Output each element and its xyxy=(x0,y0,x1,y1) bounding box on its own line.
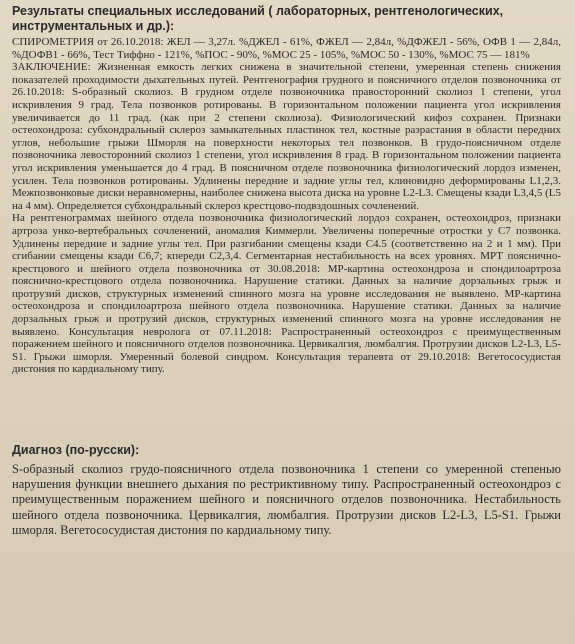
radiography-mri-paragraph: На рентгенограммах шейного отдела позвоночника физиологический лордоз сохранен, остеохондроз, признаки артроза унко-вертебральных сочленений, аномалия Киммерли. Увеличены поперечные отростки у С7 позвонка. Удлинены передние и задние углы тел. При разгибании смещены кзади С4.5 (соответственно на 2 и 1 мм). При сгибании смещены кзади С6,7; кпереди С2,3,4. Сегментарная нестабильность на всех уровнях. МРТ пояснично-крестцового и шейного отдела позвоночника от 30.08.2018: МР-картина остеохондроза и спондилоартроза пояснично-крестцового отдела позвоночника. Нарушение статики. Данных за наличие дорзальных грыж и протрузий дисков, структурных изменений спинного мозга на уровне исследования не выявлено. МР-картина остеохондроза и спондилоартроза шейного отдела позвоночника. Нарушение статики. Данных за наличие дорзальных грыж и протрузий дисков, структурных изменений спинного мозга на уровне исследования не выявлено. Консультация невролога от 07.11.2018: Распространенный остеохондроз с преимущественным поражением шейного и поясничного отделов позвоночника. Цервикалгия, люмбалгия. Протрузии дисков L2-L3, L5-S1. Грыжи шморля. Умеренный болевой синдром. Консультация терапевта от 29.10.2018: Вегетососудистая дистония по кардиальному типу. xyxy=(12,212,561,376)
spirometry-paragraph: СПИРОМЕТРИЯ от 26.10.2018: ЖЕЛ — 3,27л. %ДЖЕЛ - 61%, ФЖЕЛ — 2,84л, %ДФЖЕЛ - 56%, ОФВ 1 — 2,84л, %ДОФВ1 - 66%, Тест Тиффно - 121%, %ПОС - 90%, %МОС 25 - 105%, %МОС 50 - 130%, %МОС 75 — 181% xyxy=(12,36,561,61)
section-title-results: Результаты специальных исследований ( лабораторных, рентгенологических, инструментальных и др.): xyxy=(12,4,504,33)
diagnosis-text: S-образный сколиоз грудо-поясничного отдела позвоночника 1 степени со умеренной степенью нарушения функции внешнего дыхания по рестриктивному типу. Распространенный остеохондроз с преимущественным поражением шейного и поясничного отделов позвоночника. Нестабильность шейного отдела позвоночника. Цервикалгия, люмбалгия. Протрузии дисков L2-L3, L5-S1. Грыжи шморля. Вегетососудистая дистония по кардиальному типу. xyxy=(12,462,561,537)
section-title-diagnosis: Диагноз (по-русски): xyxy=(12,443,140,458)
section-spacer xyxy=(12,376,561,442)
conclusion-paragraph: ЗАКЛЮЧЕНИЕ: Жизненная емкость легких снижена в значительной степени, умеренная степень снижения показателей проходимости дыхательных путей. Рентгенография грудного и поясничного отделов позвоночника от 26.10.2018: S-образный сколиоз. В грудном отделе позвоночника правосторонний сколиоз 1 степени, угол искривления 9 град. Тела позвонков ротированы. В горизонтальном положении пациента угол искривления увеличивается до 11 град. (как при 2 степени сколиоза). Физиологический кифоз сохранен. Признаки остеохондроза: субхондральный склероз замыкательных пластинок тел, костные разрастания в области передних углов, небольшие грыжи Шморля на поверхности некоторых тел позвонков. В грудо-поясничном отделе позвоночника левосторонний сколиоз 1 степени, угол искривления 8 град. В горизонтальном положении пациента угол искривления уменьшается до 4 град. В поясничном отделе позвоночника физиологический лордоз изменен, усилен. Тела позвонков ротированы. Удлинены передние и задние углы тел, клиновидно деформированы L1,2,3. Межпозвонковые диски неравномерны, наиболее снижена высота диска на уровне L2-L3. Смещены кзади L3,4,5 (L5 на 4 мм). Определяется субхондральный склероз крестцово-подвздошных сочленений. xyxy=(12,61,561,212)
